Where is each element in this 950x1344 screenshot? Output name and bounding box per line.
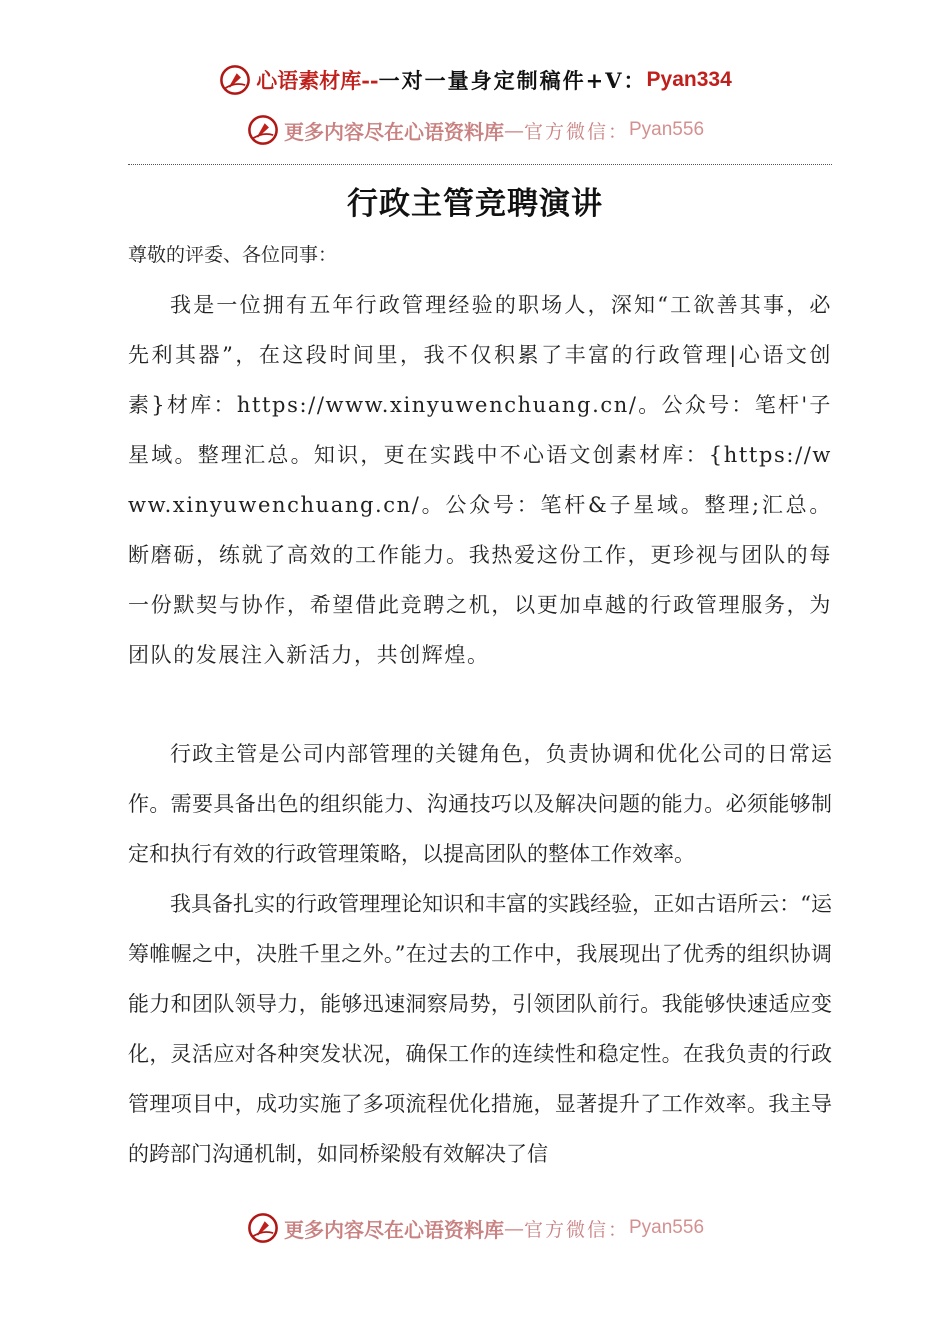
brand-name: 心语素材库: [256, 68, 362, 93]
footer-dash: —: [503, 1216, 524, 1240]
paragraph-1: 我是一位拥有五年行政管理经验的职场人，深知“工欲善其事，必先利其器”，在这段时间里，我不仅积累了丰富的行政管理|心语文创素}材库：https://www.xinyuwenchuang.cn/。公众号：笔杆'子星域。整理汇总。知识，更在实践中不心语文创素材库：{https://www.xinyuwenchuang.cn/。公众号：笔杆&子星域。整理;汇总。断磨砺，练就了高效的工作能力。我热爱这份工作，更珍视与团队的每一份默契与协作，希望借此竞聘之机，以更加卓越的行政管理服务，为团队的发展注入新活力，共创辉煌。: [128, 293, 832, 667]
sub-banner-label: 官方微信：: [523, 120, 629, 143]
paragraph-3: 我具备扎实的行政管理理论知识和丰富的实践经验，正如古语所云：“运筹帷幄之中，决胜千里之外。”在过去的工作中，我展现出了优秀的组织协调能力和团队领导力，能够迅速洞察局势，引领团队前行。我能够快速适应变化，灵活应对各种突发状况，确保工作的连续性和稳定性。在我负责的行政管理项目中，成功实施了多项流程优化措施，显著提升了工作效率。我主导的跨部门沟通机制，如同桥梁般有效解决了信: [128, 892, 832, 1166]
brand-separator: --: [361, 67, 379, 93]
pen-nib-logo-icon: [218, 63, 252, 97]
greeting: 尊敬的评委、各位同事：: [128, 244, 338, 266]
footer-text: 更多内容尽在心语资料库: [283, 1217, 504, 1242]
service-tagline: 一对一量身定制稿件+V：: [378, 68, 647, 93]
header-sub-banner: [0, 112, 950, 148]
header-divider: [128, 164, 832, 165]
sub-banner-wechat: Pyan556: [629, 119, 705, 140]
sub-banner-text: 更多内容尽在心语资料库: [283, 119, 504, 144]
footer-banner: [0, 1210, 950, 1246]
paragraph-2: 行政主管是公司内部管理的关键角色，负责协调和优化公司的日常运作。需要具备出色的组织能力、沟通技巧以及解决问题的能力。必须能够制定和执行有效的行政管理策略，以提高团队的整体工作效率。: [128, 742, 832, 866]
footer-wechat: Pyan556: [629, 1217, 705, 1238]
footer-label: 官方微信：: [523, 1218, 629, 1241]
pen-nib-logo-icon: [246, 113, 280, 147]
contact-id: Pyan334: [646, 68, 732, 91]
pen-nib-logo-icon: [246, 1211, 280, 1245]
page-title: 行政主管竞聘演讲: [347, 186, 603, 222]
sub-banner-dash: —: [503, 118, 524, 142]
header-top-banner: [0, 62, 950, 98]
